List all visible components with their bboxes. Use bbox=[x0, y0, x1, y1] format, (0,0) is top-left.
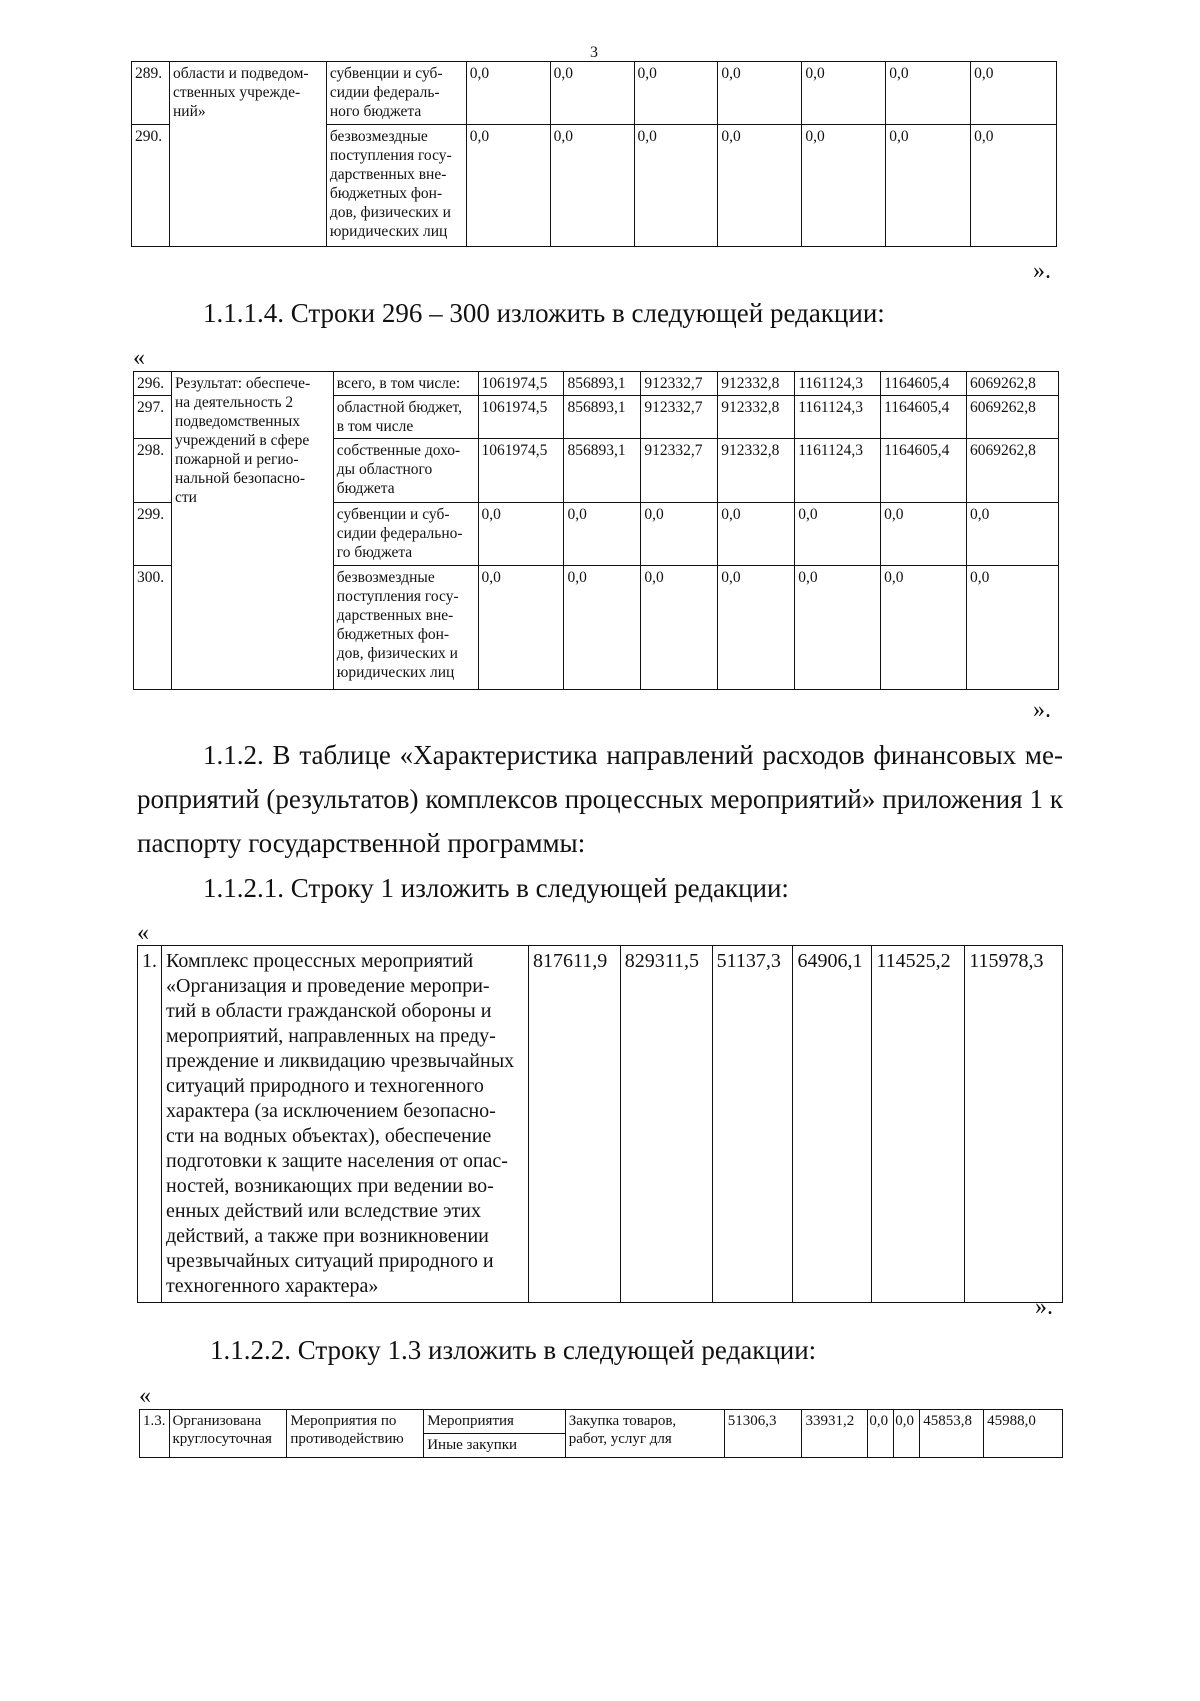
value-cell: 64906,1 bbox=[793, 946, 872, 1303]
value-cell: 1061974,5 bbox=[478, 372, 564, 396]
value-cell: 0,0 bbox=[550, 125, 634, 247]
value-cell: 0,0 bbox=[634, 125, 718, 247]
closing-quote: ». bbox=[1035, 1294, 1053, 1320]
value-cell: 856893,1 bbox=[564, 396, 641, 439]
value-cell: 0,0 bbox=[802, 125, 886, 247]
procurement-type: Иные закупки bbox=[424, 1434, 566, 1458]
row-number: 1. bbox=[138, 946, 162, 1303]
value-cell: 0,0 bbox=[967, 503, 1059, 566]
value-cell: 0,0 bbox=[634, 62, 718, 125]
value-cell: 0,0 bbox=[971, 62, 1057, 125]
value-cell: 0,0 bbox=[550, 62, 634, 125]
value-cell: 114525,2 bbox=[872, 946, 965, 1303]
section-heading-1-1-2-1: 1.1.2.1. Строку 1 изложить в следующей редакции: bbox=[203, 873, 789, 903]
value-cell: 1161124,3 bbox=[795, 439, 881, 503]
value-cell: 1161124,3 bbox=[795, 396, 881, 439]
value-cell: 1164605,4 bbox=[881, 396, 967, 439]
value-cell: 0,0 bbox=[564, 503, 641, 566]
value-cell: 45853,8 bbox=[920, 1410, 984, 1458]
funding-source: субвенции и суб- сидии федерально- го бюджета bbox=[333, 503, 478, 566]
table-row bbox=[132, 62, 1057, 125]
funding-source: безвозмездные поступления госу- дарственных вне- бюджетных фон- дов, физических и юридических лиц bbox=[326, 125, 466, 247]
paragraph-1-1-2-line-2: роприятий (результатов) комплексов процессных мероприятий» приложения 1 к bbox=[137, 784, 1063, 814]
value-cell: 912332,8 bbox=[718, 439, 795, 503]
value-cell: 0,0 bbox=[795, 566, 881, 690]
value-cell: 51137,3 bbox=[712, 946, 793, 1303]
row-number: 299. bbox=[134, 503, 172, 566]
value-cell: 0,0 bbox=[718, 125, 802, 247]
value-cell: 1061974,5 bbox=[478, 396, 564, 439]
value-cell: 0,0 bbox=[718, 503, 795, 566]
row-number: 298. bbox=[134, 439, 172, 503]
section-heading-1-1-2-2: 1.1.2.2. Строку 1.3 изложить в следующей редакции: bbox=[210, 1335, 817, 1365]
measure-type: Мероприятия bbox=[424, 1410, 566, 1434]
value-cell: 6069262,8 bbox=[967, 372, 1059, 396]
budget-table-rows-289-290 bbox=[131, 61, 1057, 247]
value-cell: 0,0 bbox=[466, 62, 550, 125]
funding-source: собственные дохо- ды областного бюджета bbox=[333, 439, 478, 503]
value-cell: 0,0 bbox=[894, 1410, 920, 1458]
complex-measures-row-1-table bbox=[137, 945, 1063, 1303]
value-cell: 912332,7 bbox=[641, 396, 718, 439]
budget-table-rows-296-300 bbox=[133, 371, 1059, 690]
expense-type: Закупка товаров, работ, услуг для bbox=[565, 1410, 724, 1458]
value-cell: 0,0 bbox=[868, 1410, 894, 1458]
section-heading-1-1-1-4: 1.1.1.4. Строки 296 – 300 изложить в следующей редакции: bbox=[203, 298, 885, 328]
row-number: 296. bbox=[134, 372, 172, 396]
funding-source: субвенции и суб- сидии федераль- ного бюджета bbox=[326, 62, 466, 125]
measure-name: Мероприятия по противодействию bbox=[287, 1410, 424, 1458]
value-cell: 0,0 bbox=[478, 566, 564, 690]
value-cell: 1164605,4 bbox=[881, 372, 967, 396]
opening-quote: « bbox=[139, 1383, 151, 1409]
value-cell: 51306,3 bbox=[724, 1410, 802, 1458]
value-cell: 817611,9 bbox=[528, 946, 620, 1303]
closing-quote: ». bbox=[1033, 258, 1051, 284]
value-cell: 912332,7 bbox=[641, 439, 718, 503]
value-cell: 0,0 bbox=[971, 125, 1057, 247]
value-cell: 0,0 bbox=[564, 566, 641, 690]
value-cell: 856893,1 bbox=[564, 439, 641, 503]
value-cell: 0,0 bbox=[886, 125, 971, 247]
page-number: 3 bbox=[590, 44, 598, 61]
row-number: 297. bbox=[134, 396, 172, 439]
value-cell: 0,0 bbox=[718, 566, 795, 690]
closing-quote: ». bbox=[1033, 697, 1051, 723]
table-row bbox=[140, 1410, 1063, 1434]
value-cell: 0,0 bbox=[881, 503, 967, 566]
row-number: 289. bbox=[132, 62, 170, 125]
value-cell: 0,0 bbox=[795, 503, 881, 566]
result-description: Результат: обеспече- на деятельность 2 подведомственных учреждений в сфере пожарной и регио- нальной безопасно- сти bbox=[171, 372, 333, 690]
table-row bbox=[138, 946, 1063, 1303]
value-cell: 33931,2 bbox=[802, 1410, 868, 1458]
value-cell: 912332,7 bbox=[641, 372, 718, 396]
value-cell: 856893,1 bbox=[564, 372, 641, 396]
paragraph-1-1-2-line-1: 1.1.2. В таблице «Характеристика направлений расходов финансовых ме- bbox=[203, 740, 1063, 770]
value-cell: 912332,8 bbox=[718, 396, 795, 439]
value-cell: 6069262,8 bbox=[967, 396, 1059, 439]
opening-quote: « bbox=[133, 345, 145, 371]
value-cell: 0,0 bbox=[641, 566, 718, 690]
funding-source: безвозмездные поступления госу- дарственных вне- бюджетных фон- дов, физических и юридических лиц bbox=[333, 566, 478, 690]
funding-source: областной бюджет, в том числе bbox=[333, 396, 478, 439]
row-number: 300. bbox=[134, 566, 172, 690]
value-cell: 0,0 bbox=[641, 503, 718, 566]
row-name: области и подведом- ственных учрежде- ний» bbox=[169, 62, 326, 247]
row-name: Организована круглосуточная bbox=[169, 1410, 287, 1458]
value-cell: 829311,5 bbox=[620, 946, 712, 1303]
funding-source: всего, в том числе: bbox=[333, 372, 478, 396]
value-cell: 45988,0 bbox=[984, 1410, 1063, 1458]
value-cell: 0,0 bbox=[881, 566, 967, 690]
value-cell: 6069262,8 bbox=[967, 439, 1059, 503]
value-cell: 912332,8 bbox=[718, 372, 795, 396]
value-cell: 1164605,4 bbox=[881, 439, 967, 503]
value-cell: 0,0 bbox=[478, 503, 564, 566]
complex-description: Комплекс процессных мероприятий «Организация и проведение меропри- тий в области гражданской обороны и мероприятий, направленных на преду- преждение и ликвидацию чрезвычайных ситуаций природного и техногенного характера (за исключением безопасно- сти на водных объектах), обеспечение подготовки к защите населения от опас- ностей, возникающих при ведении во- енных действий или вследствие этих действий, а также при возникновении чрезвычайных ситуаций природного и техногенного характера» bbox=[162, 946, 529, 1303]
value-cell: 1161124,3 bbox=[795, 372, 881, 396]
value-cell: 115978,3 bbox=[965, 946, 1063, 1303]
value-cell: 0,0 bbox=[886, 62, 971, 125]
opening-quote: « bbox=[137, 920, 149, 946]
value-cell: 0,0 bbox=[802, 62, 886, 125]
row-number: 290. bbox=[132, 125, 170, 247]
table-row bbox=[134, 372, 1059, 396]
value-cell: 0,0 bbox=[718, 62, 802, 125]
value-cell: 1061974,5 bbox=[478, 439, 564, 503]
row-number: 1.3. bbox=[140, 1410, 170, 1458]
paragraph-1-1-2-line-3: паспорту государственной программы: bbox=[137, 828, 586, 858]
value-cell: 0,0 bbox=[967, 566, 1059, 690]
row-1-3-table bbox=[139, 1409, 1063, 1458]
value-cell: 0,0 bbox=[466, 125, 550, 247]
